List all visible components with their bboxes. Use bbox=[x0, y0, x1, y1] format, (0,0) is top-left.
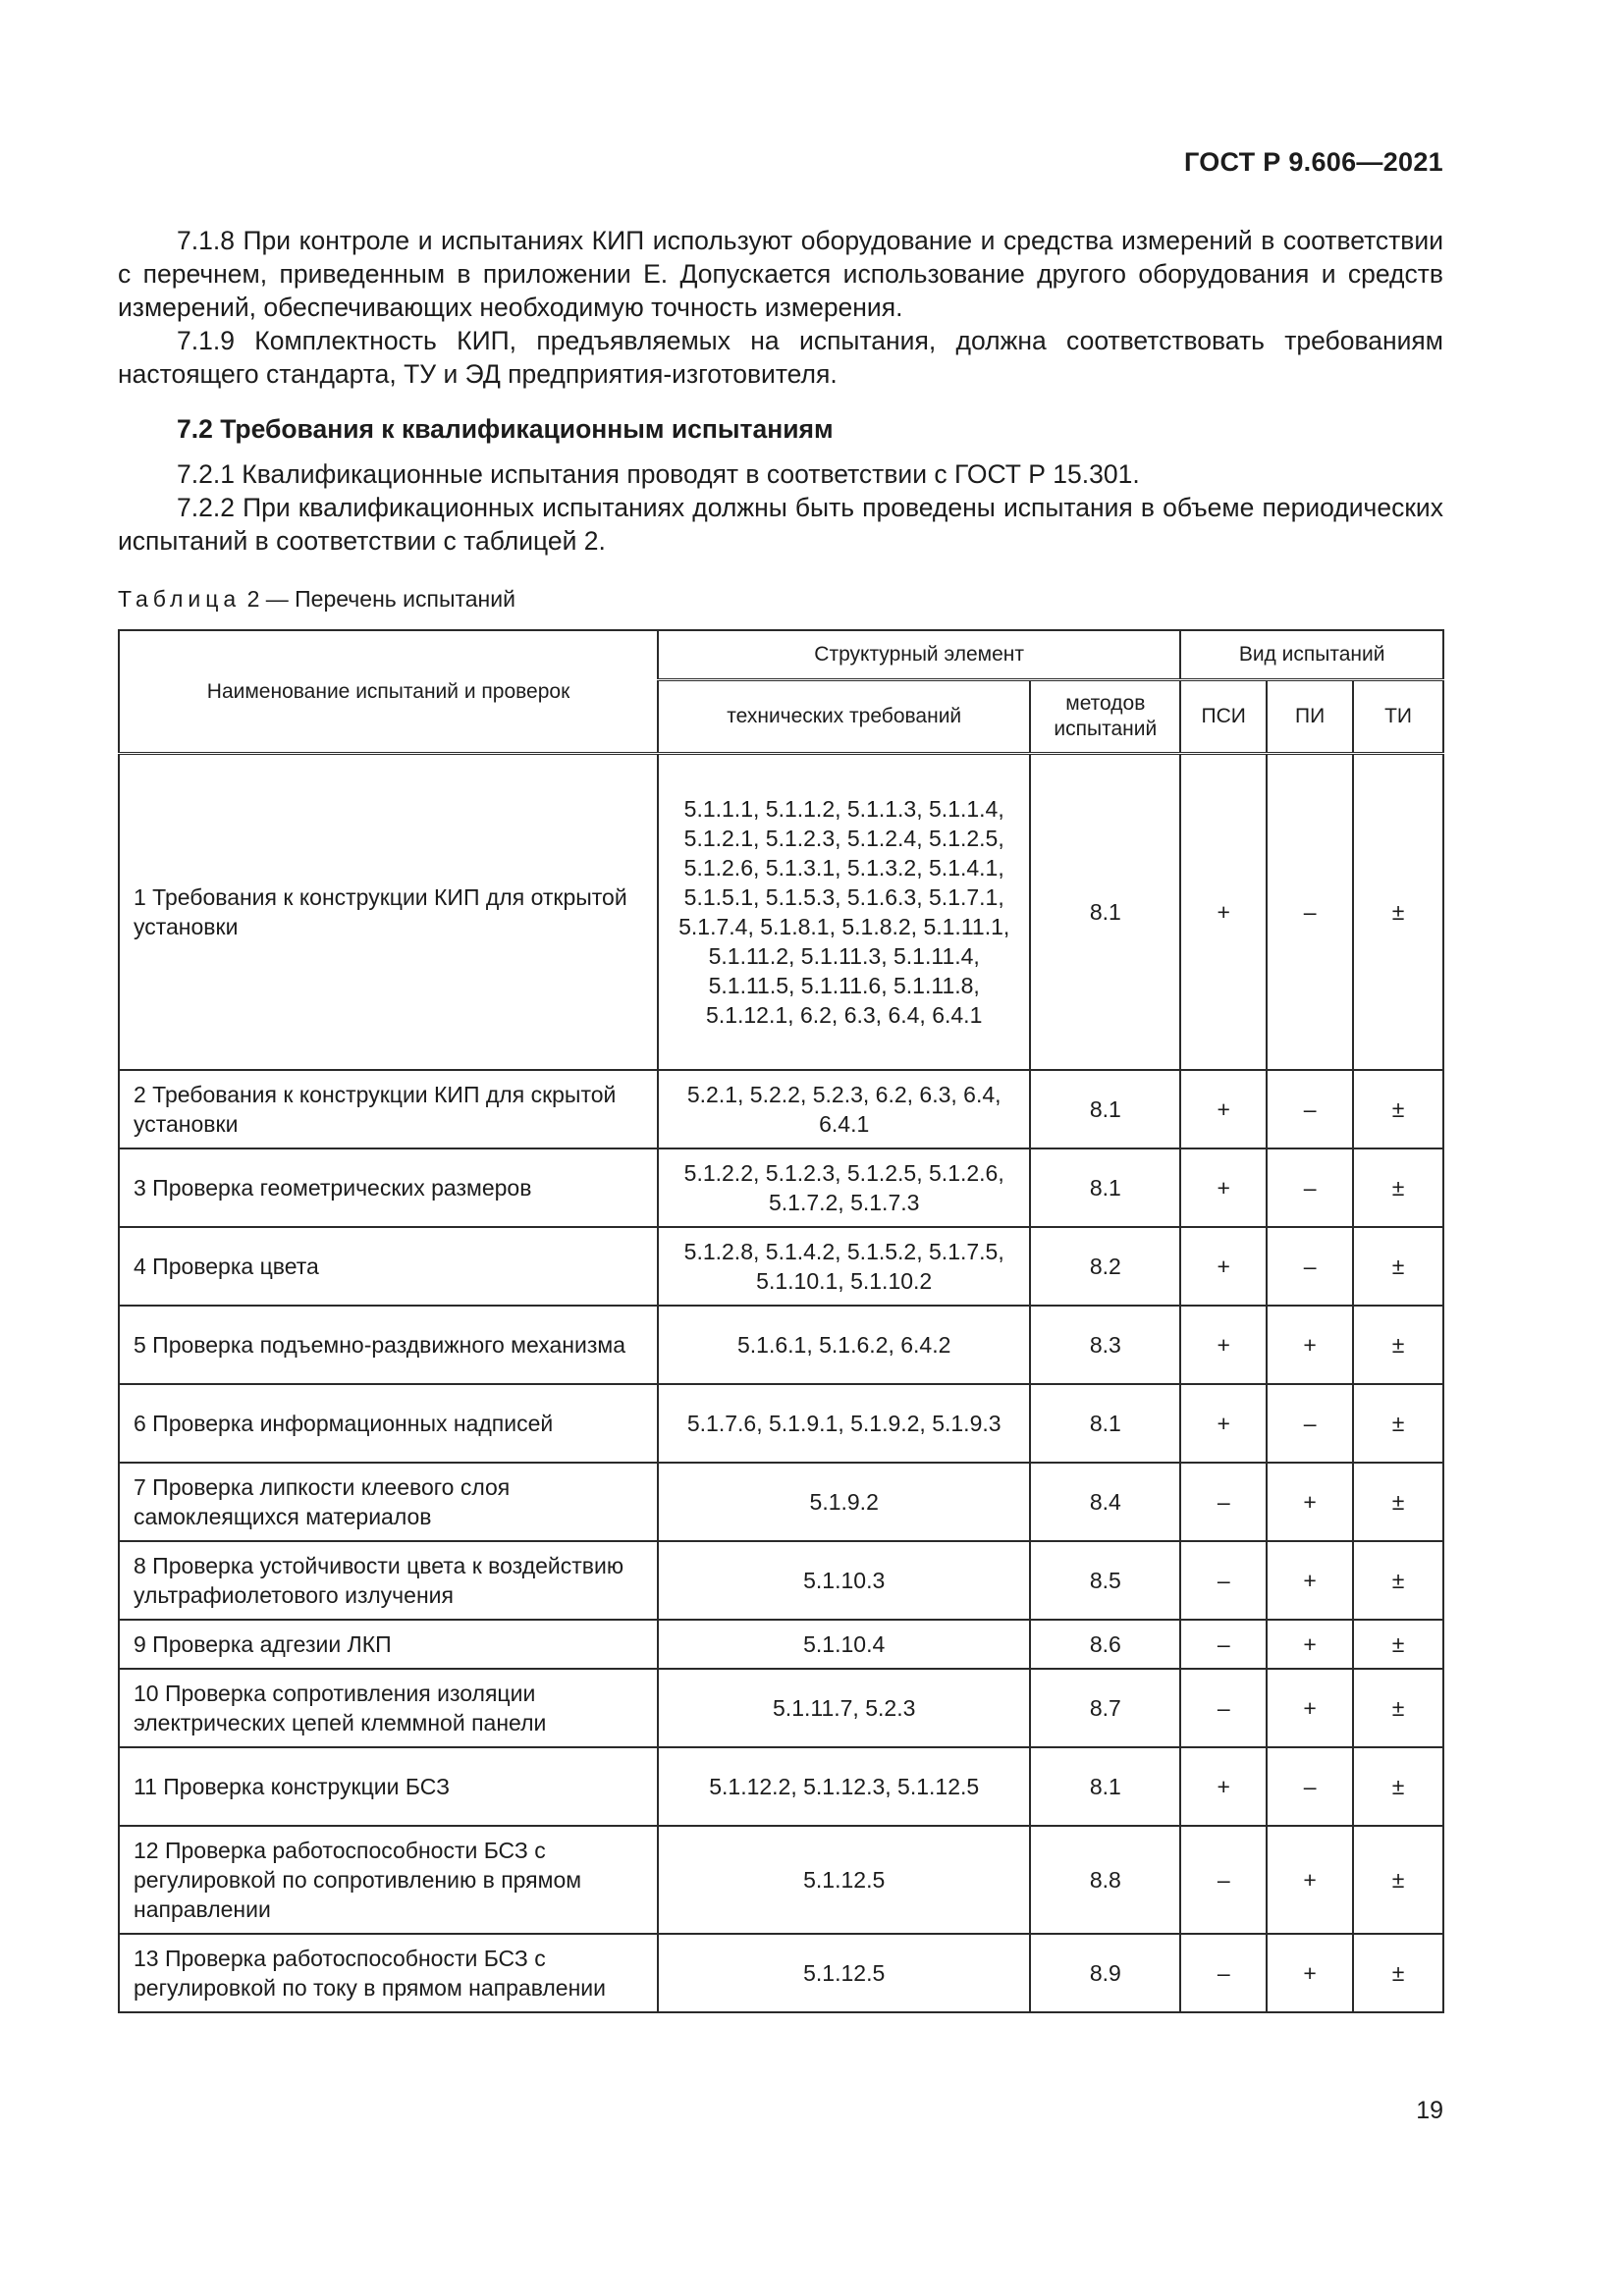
paragraph-7-1-8: 7.1.8 При контроле и испытаниях КИП используют оборудование и средства измерений в соответствии с перечнем, приведенным в приложении Е. Допускается использование другого оборудования и средств измерений, обеспечивающих необходимую точность измерения. bbox=[118, 226, 1443, 322]
tech-req-cell: 5.1.1.1, 5.1.1.2, 5.1.1.3, 5.1.1.4, 5.1.2.1, 5.1.2.3, 5.1.2.4, 5.1.2.5, 5.1.2.6, 5.1.3.1, 5.1.3.2, 5.1.4.1, 5.1.5.1, 5.1.5.3, 5.1.6.3, 5.1.7.1, 5.1.7.4, 5.1.8.1, 5.1.8.2, 5.1.11.1, 5.1.11.2, 5.1.11.3, 5.1.11.4, 5.1.11.5, 5.1.11.6, 5.1.11.8, 5.1.12.1, 6.2, 6.3, 6.4, 6.4.1 bbox=[658, 754, 1030, 1070]
pi-cell: – bbox=[1267, 1070, 1353, 1148]
tests-table-body bbox=[119, 754, 1443, 2012]
section-heading-7-2: 7.2 Требования к квалификационным испытаниям bbox=[177, 414, 834, 444]
psi-cell: – bbox=[1180, 1934, 1267, 2012]
header-test-type: Вид испытаний bbox=[1180, 630, 1443, 680]
table-row bbox=[119, 1227, 1443, 1306]
ti-cell: ± bbox=[1353, 1384, 1443, 1463]
header-ti: ТИ bbox=[1353, 680, 1443, 754]
pi-cell: – bbox=[1267, 1747, 1353, 1826]
table-row bbox=[119, 1541, 1443, 1620]
test-name-cell: 13 Проверка работоспособности БСЗ с регулировкой по току в прямом направлении bbox=[119, 1934, 658, 2012]
table-caption-label: Таблица bbox=[118, 586, 242, 612]
method-cell: 8.9 bbox=[1030, 1934, 1180, 2012]
pi-cell: – bbox=[1267, 754, 1353, 1070]
header-test-methods: методов испытаний bbox=[1030, 680, 1180, 754]
ti-cell: ± bbox=[1353, 1826, 1443, 1934]
pi-cell: + bbox=[1267, 1826, 1353, 1934]
table-row bbox=[119, 1669, 1443, 1747]
method-cell: 8.1 bbox=[1030, 1148, 1180, 1227]
test-name-cell: 5 Проверка подъемно-раздвижного механизма bbox=[119, 1306, 658, 1384]
test-name-cell: 9 Проверка адгезии ЛКП bbox=[119, 1620, 658, 1669]
tech-req-cell: 5.1.10.3 bbox=[658, 1541, 1030, 1620]
tech-req-cell: 5.1.2.2, 5.1.2.3, 5.1.2.5, 5.1.2.6, 5.1.7.2, 5.1.7.3 bbox=[658, 1148, 1030, 1227]
tech-req-cell: 5.1.9.2 bbox=[658, 1463, 1030, 1541]
method-cell: 8.1 bbox=[1030, 754, 1180, 1070]
method-cell: 8.1 bbox=[1030, 1070, 1180, 1148]
tech-req-cell: 5.1.12.2, 5.1.12.3, 5.1.12.5 bbox=[658, 1747, 1030, 1826]
pi-cell: + bbox=[1267, 1934, 1353, 2012]
table-caption-text: 2 — Перечень испытаний bbox=[246, 586, 515, 612]
table-row bbox=[119, 1070, 1443, 1148]
table-row bbox=[119, 754, 1443, 1070]
ti-cell: ± bbox=[1353, 1227, 1443, 1306]
pi-cell: + bbox=[1267, 1306, 1353, 1384]
psi-cell: + bbox=[1180, 754, 1267, 1070]
psi-cell: – bbox=[1180, 1669, 1267, 1747]
table-row bbox=[119, 1148, 1443, 1227]
body-text bbox=[118, 224, 1443, 558]
test-name-cell: 3 Проверка геометрических размеров bbox=[119, 1148, 658, 1227]
pi-cell: + bbox=[1267, 1669, 1353, 1747]
test-name-cell: 10 Проверка сопротивления изоляции электрических цепей клеммной панели bbox=[119, 1669, 658, 1747]
method-cell: 8.3 bbox=[1030, 1306, 1180, 1384]
pi-cell: – bbox=[1267, 1227, 1353, 1306]
pi-cell: – bbox=[1267, 1148, 1353, 1227]
header-structural-element: Структурный элемент bbox=[658, 630, 1180, 680]
ti-cell: ± bbox=[1353, 1463, 1443, 1541]
paragraph-7-2-1: 7.2.1 Квалификационные испытания проводят в соответствии с ГОСТ Р 15.301. bbox=[177, 459, 1140, 489]
tech-req-cell: 5.1.7.6, 5.1.9.1, 5.1.9.2, 5.1.9.3 bbox=[658, 1384, 1030, 1463]
method-cell: 8.5 bbox=[1030, 1541, 1180, 1620]
psi-cell: + bbox=[1180, 1070, 1267, 1148]
test-name-cell: 2 Требования к конструкции КИП для скрытой установки bbox=[119, 1070, 658, 1148]
tech-req-cell: 5.2.1, 5.2.2, 5.2.3, 6.2, 6.3, 6.4, 6.4.1 bbox=[658, 1070, 1030, 1148]
psi-cell: – bbox=[1180, 1826, 1267, 1934]
paragraph-7-1-9: 7.1.9 Комплектность КИП, предъявляемых на испытания, должна соответствовать требованиям настоящего стандарта, ТУ и ЭД предприятия-изготовителя. bbox=[118, 326, 1443, 389]
tech-req-cell: 5.1.11.7, 5.2.3 bbox=[658, 1669, 1030, 1747]
header-psi: ПСИ bbox=[1180, 680, 1267, 754]
table-caption bbox=[118, 586, 515, 613]
test-name-cell: 12 Проверка работоспособности БСЗ с регулировкой по сопротивлению в прямом направлении bbox=[119, 1826, 658, 1934]
header-pi: ПИ bbox=[1267, 680, 1353, 754]
ti-cell: ± bbox=[1353, 1669, 1443, 1747]
tech-req-cell: 5.1.6.1, 5.1.6.2, 6.4.2 bbox=[658, 1306, 1030, 1384]
table-row bbox=[119, 1384, 1443, 1463]
psi-cell: – bbox=[1180, 1541, 1267, 1620]
test-name-cell: 6 Проверка информационных надписей bbox=[119, 1384, 658, 1463]
table-row bbox=[119, 1463, 1443, 1541]
document-standard-id: ГОСТ Р 9.606—2021 bbox=[1183, 147, 1443, 177]
table-row bbox=[119, 1747, 1443, 1826]
header-tech-requirements: технических требований bbox=[658, 680, 1030, 754]
method-cell: 8.7 bbox=[1030, 1669, 1180, 1747]
psi-cell: – bbox=[1180, 1463, 1267, 1541]
psi-cell: + bbox=[1180, 1227, 1267, 1306]
ti-cell: ± bbox=[1353, 1148, 1443, 1227]
tests-table bbox=[118, 629, 1444, 2013]
method-cell: 8.2 bbox=[1030, 1227, 1180, 1306]
pi-cell: + bbox=[1267, 1620, 1353, 1669]
test-name-cell: 11 Проверка конструкции БСЗ bbox=[119, 1747, 658, 1826]
psi-cell: + bbox=[1180, 1747, 1267, 1826]
psi-cell: + bbox=[1180, 1306, 1267, 1384]
tech-req-cell: 5.1.12.5 bbox=[658, 1934, 1030, 2012]
ti-cell: ± bbox=[1353, 1541, 1443, 1620]
table-row bbox=[119, 1934, 1443, 2012]
pi-cell: – bbox=[1267, 1384, 1353, 1463]
ti-cell: ± bbox=[1353, 1934, 1443, 2012]
method-cell: 8.8 bbox=[1030, 1826, 1180, 1934]
table-row bbox=[119, 1306, 1443, 1384]
header-test-name: Наименование испытаний и проверок bbox=[119, 630, 658, 754]
test-name-cell: 1 Требования к конструкции КИП для открытой установки bbox=[119, 754, 658, 1070]
pi-cell: + bbox=[1267, 1541, 1353, 1620]
paragraph-7-2-2: 7.2.2 При квалификационных испытаниях должны быть проведены испытания в объеме периодических испытаний в соответствии с таблицей 2. bbox=[118, 493, 1443, 556]
test-name-cell: 4 Проверка цвета bbox=[119, 1227, 658, 1306]
pi-cell: + bbox=[1267, 1463, 1353, 1541]
psi-cell: – bbox=[1180, 1620, 1267, 1669]
tests-table-header bbox=[119, 630, 1443, 754]
psi-cell: + bbox=[1180, 1384, 1267, 1463]
table-row bbox=[119, 1826, 1443, 1934]
method-cell: 8.1 bbox=[1030, 1747, 1180, 1826]
tech-req-cell: 5.1.12.5 bbox=[658, 1826, 1030, 1934]
ti-cell: ± bbox=[1353, 1620, 1443, 1669]
test-name-cell: 7 Проверка липкости клеевого слоя самоклеящихся материалов bbox=[119, 1463, 658, 1541]
ti-cell: ± bbox=[1353, 754, 1443, 1070]
psi-cell: + bbox=[1180, 1148, 1267, 1227]
method-cell: 8.4 bbox=[1030, 1463, 1180, 1541]
ti-cell: ± bbox=[1353, 1306, 1443, 1384]
table-row bbox=[119, 1620, 1443, 1669]
tech-req-cell: 5.1.10.4 bbox=[658, 1620, 1030, 1669]
page-number: 19 bbox=[1416, 2097, 1443, 2124]
method-cell: 8.6 bbox=[1030, 1620, 1180, 1669]
method-cell: 8.1 bbox=[1030, 1384, 1180, 1463]
tech-req-cell: 5.1.2.8, 5.1.4.2, 5.1.5.2, 5.1.7.5, 5.1.10.1, 5.1.10.2 bbox=[658, 1227, 1030, 1306]
ti-cell: ± bbox=[1353, 1747, 1443, 1826]
test-name-cell: 8 Проверка устойчивости цвета к воздействию ультрафиолетового излучения bbox=[119, 1541, 658, 1620]
ti-cell: ± bbox=[1353, 1070, 1443, 1148]
